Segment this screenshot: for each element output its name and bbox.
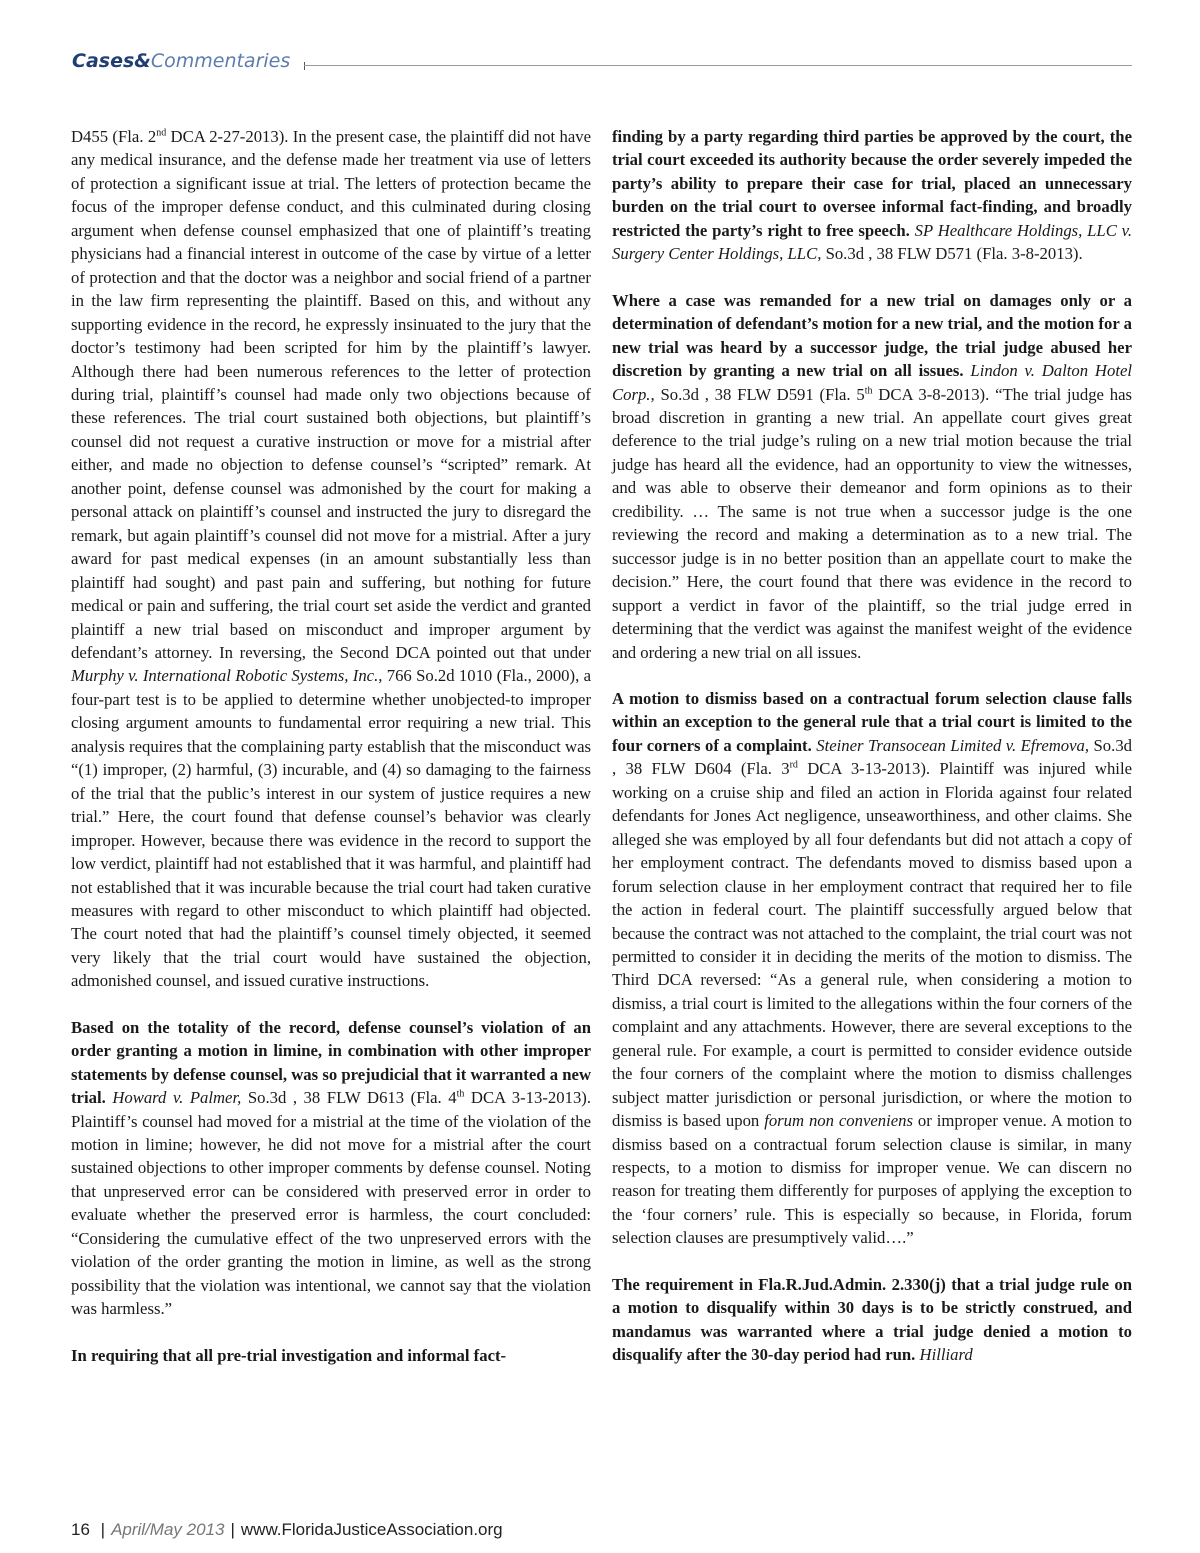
paragraph (612, 1273, 1132, 1367)
paragraph: D455 (Fla. 2nd DCA 2-27-2013). In the present case, the plaintiff did not have any medical insurance, and the defense made her treatment via use of letters of protection a significant issue at trial. The letters of protection became the focus of the improper defense conduct, and this culminated during closing argument when defense counsel emphasized that one of plaintiff’s treating physicians had a financial interest in outcome of the case by virtue of a letter of protection and that the doctor was a neighbor and social friend of a partner in the law firm representing the plaintiff. Based on this, and without any supporting evidence in the record, he expressly insinuated to the jury that the doctor’s testimony had been scripted for him by the plaintiff’s lawyer. Although there had been numerous references to the letter of protection during trial, plaintiff’s counsel had made only two objections because of these references. The trial court sustained both objections, but plaintiff’s counsel did not request a curative instruction or move for a mistrial after either, and made no objection to defense counsel’s “scripted” remark. At another point, defense counsel was admonished by the court for making a personal attack on plaintiff’s counsel and instructed the jury to disregard the remark, but again plaintiff’s counsel did not move for a mistrial. After a jury award for past medical expenses (in an amount substantially less than plaintiff had sought) and past pain and suffering, but nothing for future medical or pain and suffering, the trial court set aside the verdict and granted plaintiff a new trial based on misconduct and improper argument by defendant’s attorney. In reversing, the Second DCA pointed out that under Murphy v. International Robotic Systems, Inc., 766 So.2d 1010 (Fla., 2000), a four-part test is to be applied to determine whether unobjected-to improper closing argument amounts to fundamental error requiring a new trial. This analysis requires that the complaining party establish that the misconduct was “(1) improper, (2) harmful, (3) incurable, and (4) so damaging to the fairness of the trial that the public’s interest in our system of justice requires a new trial.” Here, the court found that defense counsel’s behavior was clearly improper. However, because there was evidence in the record to support the low verdict, plaintiff had not established that it was harmful, and plaintiff had not established that it was incurable because the trial court had taken curative measures with regard to other misconduct to which plaintiff had objected. The court noted that had the plaintiff’s counsel timely objected, it seemed very likely that the trial court would have sustained the objection, admonished counsel, and issued curative instructions. (71, 127, 591, 991)
right-column (612, 125, 1132, 1390)
case-citation: Lindon v. Dalton Hotel Corp., (612, 361, 1133, 404)
case-headnote: In requiring that all pre-trial investigation and informal fact- (71, 1345, 507, 1365)
brand-cases: Cases& (72, 50, 151, 72)
website-link[interactable]: www.FloridaJusticeAssociation.org (240, 1520, 503, 1539)
case-headnote: finding by a party regarding third parties be approved by the court, the trial court exceeded its authority because the order severely impeded the party’s ability to prepare their case for trial, placed an unnecessary burden on the trial court to oversee informal fact-finding, and broadly restricted the party’s right to free speech. (612, 127, 1132, 240)
page-footer: 16 | April/May 2013 | www.FloridaJusticeAssociation.org (71, 1520, 503, 1539)
header-rule (304, 62, 1132, 70)
paragraph (71, 1344, 591, 1367)
paragraph: finding by a party regarding third parties be approved by the court, the trial court exceeded its authority because the order severely impeded the party’s ability to prepare their case for trial, placed an unnecessary burden on the trial court to oversee informal fact-finding, and broadly restricted the party’s right to free speech. SP Healthcare Holdings, LLC v. Surgery Center Holdings, LLC, So.3d , 38 FLW D571 (Fla. 3-8-2013). (612, 127, 1133, 264)
case-headnote: The requirement in Fla.R.Jud.Admin. 2.330(j) that a trial judge rule on a motion to disqualify within 30 days is to be strictly construed, and mandamus was warranted where a trial judge denied a motion to disqualify after the 30-day period had run. (612, 1274, 1132, 1365)
case-headnote: Based on the totality of the record, defense counsel’s violation of an order granting a motion in limine, in combination with other improper statements by defense counsel, was so prejudicial that it warranted a new trial. (71, 1017, 591, 1108)
page-header (72, 50, 1132, 80)
paragraph: Where a case was remanded for a new trial on damages only or a determination of defendant’s motion for a new trial, and the motion for a new trial was heard by a successor judge, the trial judge abused her discretion by granting a new trial on all issues. Lindon v. Dalton Hotel Corp., So.3d , 38 FLW D591 (Fla. 5th DCA 3-8-2013). “The trial judge has broad discretion in granting a new trial. An appellate court gives great deference to the trial judge’s ruling on a new trial motion because the trial judge has heard all the evidence, had an opportunity to view the witnesses, and was able to observe their demeanor and form opinions as to their credibility. … The same is not true when a successor judge is the one reviewing the record and making a determination as to a new trial. The successor judge is in no better position than an appellate court to make the decision.” Here, the court found that there was evidence in the record to support a verdict in favor of the plaintiff, so the trial judge erred in determining that the verdict was against the manifest weight of the evidence and ordering a new trial on all issues. (612, 290, 1133, 662)
case-citation: Hilliard (919, 1345, 973, 1365)
paragraph: Based on the totality of the record, defense counsel’s violation of an order granting a motion in limine, in combination with other improper statements by defense counsel, was so prejudicial that it warranted a new trial. Howard v. Palmer, So.3d , 38 FLW D613 (Fla. 4th DCA 3-13-2013). Plaintiff’s counsel had moved for a mistrial at the time of the violation of the motion in limine; however, he did not move for a mistrial after the court sustained objections to other improper comments by defense counsel. Noting that unpreserved error can be considered with preserved error in order to evaluate whether the preserved error is harmless, the court concluded: “Considering the cumulative effect of the two unpreserved errors with the violation of the order granting the motion in limine, as well as the strong possibility that the violation was intentional, we cannot say that the violation was harmless.” (71, 1017, 592, 1319)
brand-commentaries: Commentaries (150, 50, 291, 72)
page-number: 16 (71, 1520, 90, 1539)
case-citation: SP Healthcare Holdings, LLC v. Surgery Center Holdings, LLC, (612, 220, 1133, 264)
case-citation: Steiner Transocean Limited v. Efremova, (816, 735, 1090, 755)
publication-title (72, 50, 290, 72)
case-headnote: Where a case was remanded for a new trial on damages only or a determination of defendant’s motion for a new trial, and the motion for a new trial was heard by a successor judge, the trial judge abused her discretion by granting a new trial on all issues. (612, 290, 1132, 381)
case-citation: Murphy v. International Robotic Systems, Inc., (71, 666, 383, 686)
case-citation: Howard v. Palmer, (112, 1088, 242, 1108)
left-column (71, 125, 591, 1390)
issue-date: April/May 2013 (111, 1520, 225, 1539)
case-headnote: A motion to dismiss based on a contractual forum selection clause falls within an exception to the general rule that a trial court is limited to the four corners of a complaint. (612, 688, 1132, 755)
paragraph: A motion to dismiss based on a contractual forum selection clause falls within an exception to the general rule that a trial court is limited to the four corners of a complaint. Steiner Transocean Limited v. Efremova, So.3d , 38 FLW D604 (Fla. 3rd DCA 3-13-2013). Plaintiff was injured while working on a cruise ship and filed an action in Florida against four related defendants for Jones Act negligence, unseaworthiness, and other claims. She alleged she was employed by all four defendants but did not attach a copy of her employment contract. The defendants moved to dismiss based upon a forum selection clause in her employment contract that required her to file the action in federal court. The plaintiff successfully argued below that because the contract was not attached to the complaint, the trial court was not permitted to consider it in deciding the merits of the motion to dismiss. The Third DCA reversed: “As a general rule, when considering a motion to dismiss, a trial court is limited to the allegations within the four corners of the complaint and any attachments. However, there are several exceptions to the general rule. For example, a court is permitted to consider evidence outside the four corners of the complaint where the motion to dismiss challenges subject matter jurisdiction or personal jurisdiction, or where the motion to dismiss is based upon forum non conveniens or improper venue. A motion to dismiss based on a contractual forum selection clause is similar, in many respects, to a motion to dismiss for improper venue. We can discern no reason for treating them differently for purposes of applying the exception to the ‘four corners’ rule. This is especially so because, in Florida, forum selection clauses are presumptively valid….” (612, 688, 1133, 1248)
